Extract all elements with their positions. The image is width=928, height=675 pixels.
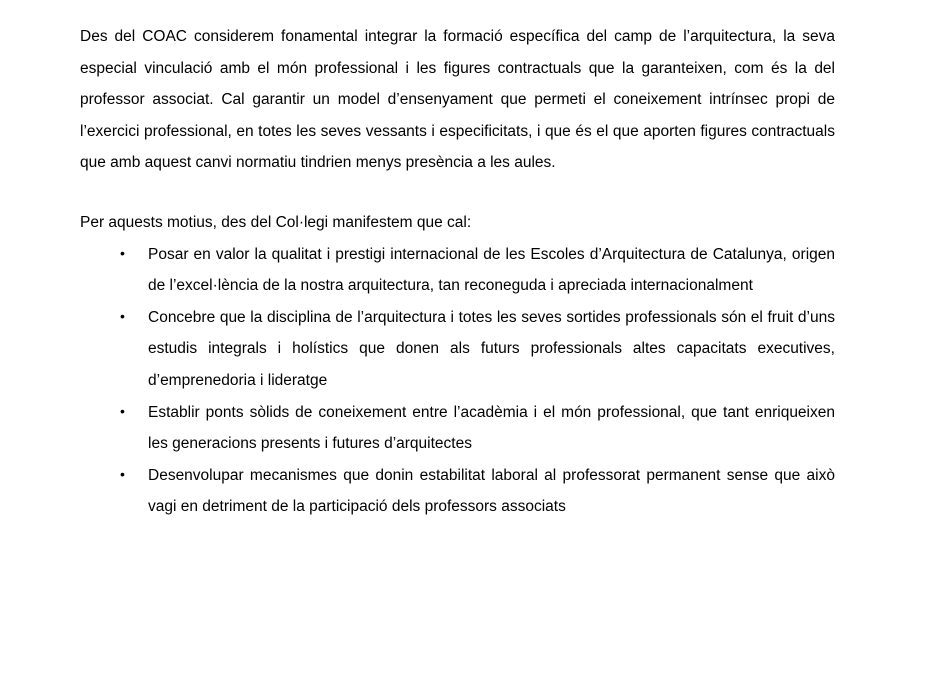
paragraph-intro-motius: Per aquests motius, des del Col·legi manifestem que cal:: [80, 213, 472, 231]
bullet-item-desenvolupar-mecanismes: • Desenvolupar mecanismes que donin estabilitat laboral al professorat permanent sense que això vagi en detriment de la participació dels professors associats: [148, 460, 835, 523]
bullet-item-concebre-disciplina: • Concebre que la disciplina de l’arquitectura i totes les seves sortides professionals són el fruit d’uns estudis integrals i holístics que donen als futurs professionals altes capacitats executives, d’emprenedoria i lideratge: [148, 302, 835, 397]
document-text-block: [80, 21, 835, 523]
bullet-item-establir-ponts: • Establir ponts sòlids de coneixement entre l’acadèmia i el món professional, que tant enriqueixen les generacions presents i futures d’arquitectes: [148, 397, 835, 460]
bullet-item-posar-en-valor: • Posar en valor la qualitat i prestigi internacional de les Escoles d’Arquitectura de Catalunya, origen de l’excel·lència de la nostra arquitectura, tan reconeguda i apreciada internacionalment: [148, 239, 835, 302]
paragraph-coac-statement: Des del COAC considerem fonamental integrar la formació específica del camp de l’arquitectura, la seva especial vinculació amb el món professional i les figures contractuals que la garanteixen, com és la del professor associat. Cal garantir un model d’ensenyament que permeti el coneixement intrínsec propi de l’exercici professional, en totes les seves vessants i especificitats, i que és el que aporten figures contractuals que amb aquest canvi normatiu tindrien menys presència a les aules.: [80, 28, 835, 172]
manifest-bullet-list: [80, 239, 835, 523]
